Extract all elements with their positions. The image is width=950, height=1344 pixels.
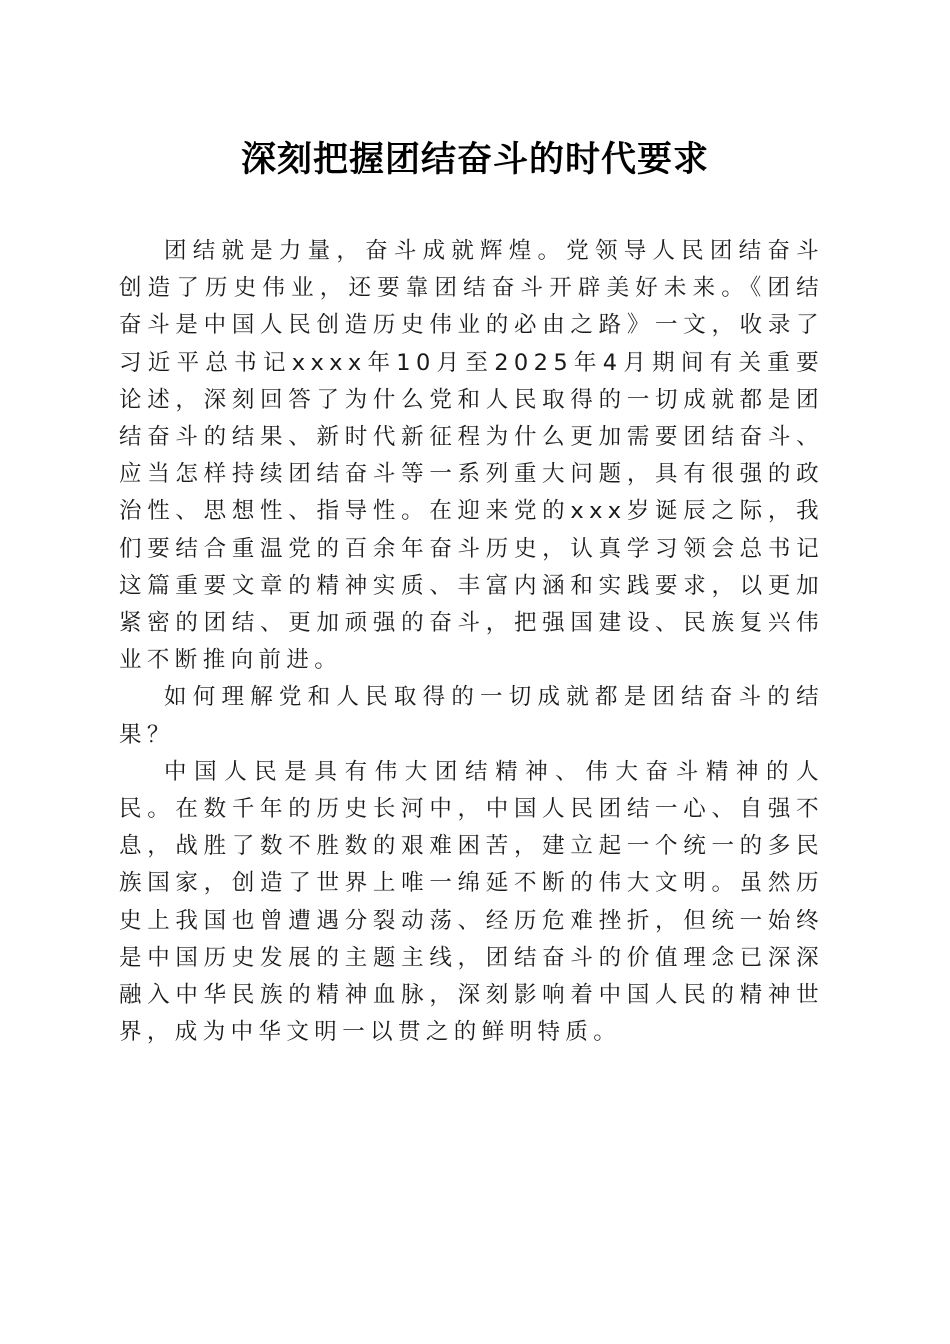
paragraph-intro: 团结就是力量，奋斗成就辉煌。党领导人民团结奋斗创造了历史伟业，还要靠团结奋斗开辟美好未来。《团结奋斗是中国人民创造历史伟业的必由之路》一文，收录了习近平总书记xxxx年10月至2025年4月期间有关重要论述，深刻回答了为什么党和人民取得的一切成就都是团结奋斗的结果、新时代新征程为什么更加需要团结奋斗、应当怎样持续团结奋斗等一系列重大问题，具有很强的政治性、思想性、指导性。在迎来党的xxx岁诞辰之际，我们要结合重温党的百余年奋斗历史，认真学习领会总书记这篇重要文章的精神实质、丰富内涵和实践要求，以更加紧密的团结、更加顽强的奋斗，把强国建设、民族复兴伟业不断推向前进。	[119, 238, 824, 674]
document-title: 深刻把握团结奋斗的时代要求	[240, 139, 709, 180]
document-body	[118, 233, 824, 1051]
paragraph-answer: 中国人民是具有伟大团结精神、伟大奋斗精神的人民。在数千年的历史长河中，中国人民团结一心、自强不息，战胜了数不胜数的艰难困苦，建立起一个统一的多民族国家，创造了世界上唯一绵延不断的伟大文明。虽然历史上我国也曾遭遇分裂动荡、经历危难挫折，但统一始终是中国历史发展的主题主线，团结奋斗的价值理念已深深融入中华民族的精神血脉，深刻影响着中国人民的精神世界，成为中华文明一以贯之的鲜明特质。	[119, 758, 824, 1046]
paragraph-question: 如何理解党和人民取得的一切成就都是团结奋斗的结果？	[119, 684, 824, 748]
